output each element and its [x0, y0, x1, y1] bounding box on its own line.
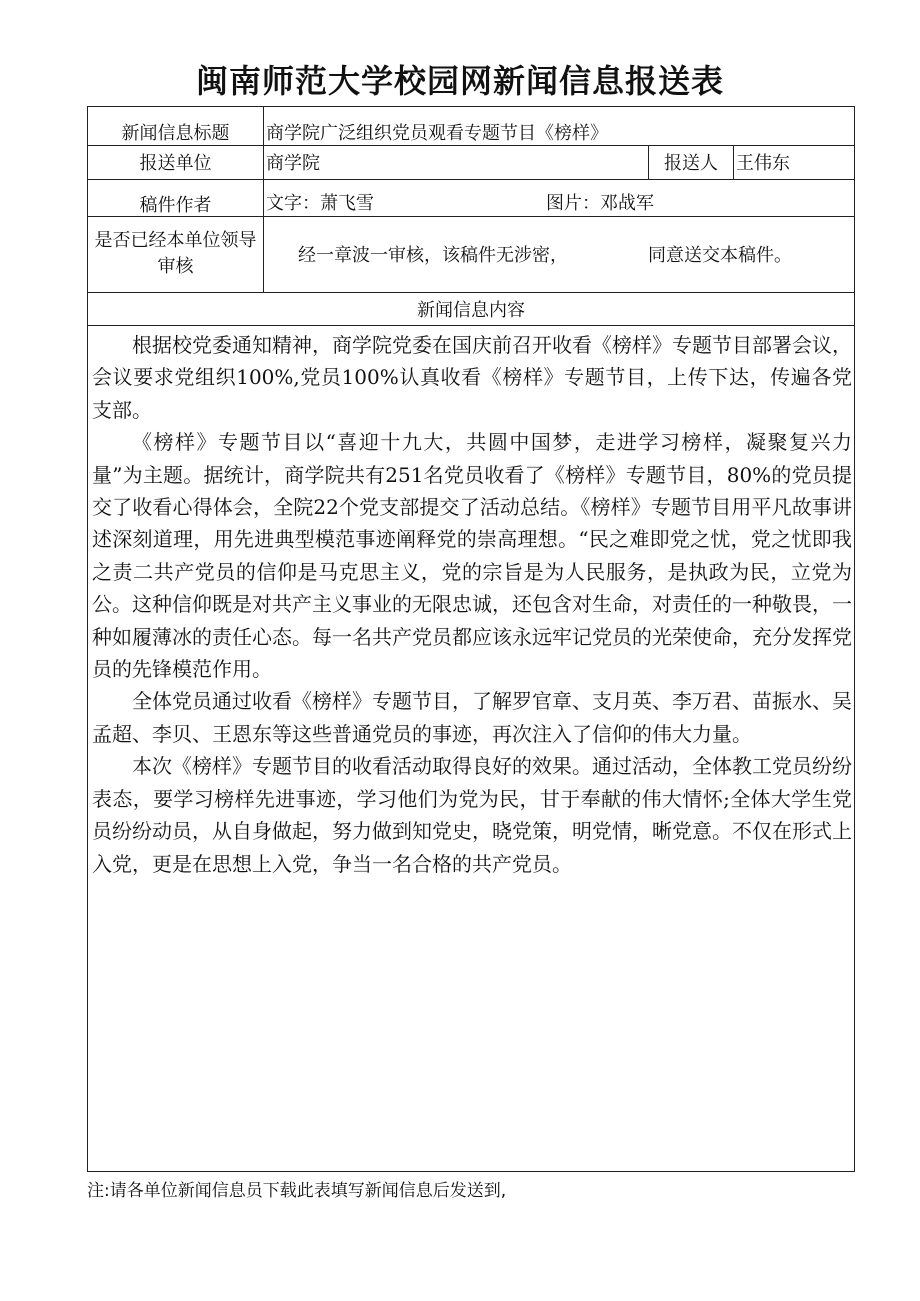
content-paragraph: 全体党员通过收看《榜样》专题节目，了解罗官章、支月英、李万君、苗振水、吴孟超、李贝、王恩东等这些普通党员的事迹，再次注入了信仰的伟大力量。	[92, 689, 852, 746]
news-content	[92, 329, 852, 880]
column-divider	[733, 145, 734, 179]
author-label: 稿件作者	[139, 194, 212, 216]
review-approval: 同意送交本稿件。	[648, 245, 792, 266]
photo-author: 图片：邓战军	[546, 192, 654, 214]
content-paragraph: 本次《榜样》专题节目的收看活动取得良好的效果。通过活动，全体教工党员纷纷表态，要学习榜样先进事迹，学习他们为党为民，甘于奉献的伟大情怀;全体大学生党员纷纷动员，从自身做起，努力做到知党史，晓党策，明党情，晰党意。不仅在形式上入党，更是在思想上入党，争当一名合格的共产党员。	[92, 754, 852, 876]
unit-value: 商学院	[266, 153, 320, 174]
content-paragraph: 根据校党委通知精神，商学院党委在国庆前召开收看《榜样》专题节目部署会议，会议要求党组织100%,党员100%认真收看《榜样》专题节目，上传下达，传遍各党支部。	[92, 333, 852, 422]
form-title: 闽南师范大学校园网新闻信息报送表	[195, 62, 724, 100]
footnote: 注:请各单位新闻信息员下载此表填写新闻信息后发送到,	[87, 1181, 507, 1201]
text-author: 文字：萧飞雪	[266, 192, 374, 214]
headline-label: 新闻信息标题	[121, 123, 230, 144]
row-divider	[88, 325, 854, 326]
submitter-label: 报送人	[664, 153, 718, 174]
review-label: 是否已经本单位领导审核	[94, 230, 257, 277]
unit-label: 报送单位	[139, 153, 212, 174]
headline-value: 商学院广泛组织党员观看专题节目《榜样》	[266, 123, 608, 144]
content-heading: 新闻信息内容	[417, 299, 525, 321]
news-submission-form	[87, 106, 855, 1172]
column-divider	[263, 107, 264, 292]
submitter-value: 王伟东	[736, 153, 790, 174]
content-paragraph: 《榜样》专题节目以“喜迎十九大，共圆中国梦，走进学习榜样，凝聚复兴力量”为主题。据统计，商学院共有251名党员收看了《榜样》专题节目，80%的党员提交了收看心得体会，全院22个党支部提交了活动总结。《榜样》专题节目用平凡故事讲述深刻道理，用先进典型模范事迹阐释党的崇高理想。“民之难即党之忧，党之忧即我之责二共产党员的信仰是马克思主义，党的宗旨是为人民服务，是执政为民，立党为公。这种信仰既是对共产主义事业的无限忠诚，还包含对生命，对责任的一种敬畏，一种如履薄冰的责任心态。每一名共产党员都应该永远牢记党员的光荣使命，充分发挥党员的先锋模范作用。	[92, 430, 852, 682]
review-statement: 经一章波一审核，该稿件无涉密，	[298, 245, 568, 266]
